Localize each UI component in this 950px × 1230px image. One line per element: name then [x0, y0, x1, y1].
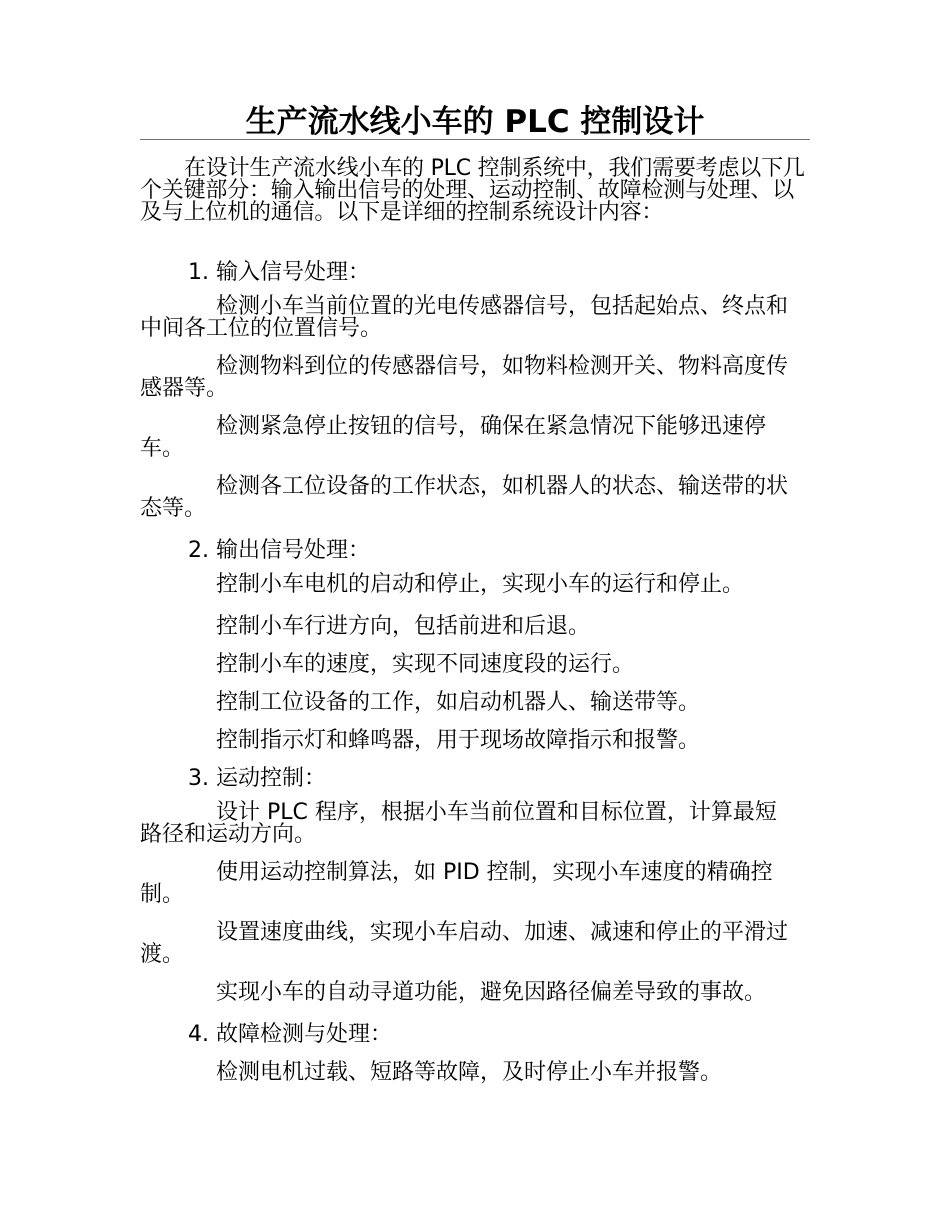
section-heading-input: 1. 输入信号处理：: [188, 260, 370, 285]
list-item: 控制小车电机的启动和停止，实现小车的运行和停止。: [216, 572, 745, 597]
list-item: 检测小车当前位置的光电传感器信号，包括起始点、终点和中间各工位的位置信号。: [140, 294, 789, 341]
list-item: 设置速度曲线，实现小车启动、加速、减速和停止的平滑过渡。: [140, 920, 789, 967]
section-heading-output: 2. 输出信号处理：: [188, 538, 370, 563]
section-heading-motion: 3. 运动控制：: [188, 766, 326, 791]
title-underline: [140, 139, 810, 140]
list-item: 控制小车行进方向，包括前进和后退。: [216, 614, 591, 639]
list-item: 控制工位设备的工作，如启动机器人、输送带等。: [216, 690, 701, 715]
list-item: 使用运动控制算法，如 PID 控制，实现小车速度的精确控制。: [140, 860, 773, 907]
document-title: 生产流水线小车的 PLC 控制设计: [245, 104, 705, 140]
list-item: 检测紧急停止按钮的信号，确保在紧急情况下能够迅速停车。: [140, 414, 767, 461]
list-item: 检测电机过载、短路等故障，及时停止小车并报警。: [216, 1060, 723, 1085]
list-item: 检测物料到位的传感器信号，如物料检测开关、物料高度传感器等。: [140, 354, 789, 401]
list-item: 控制小车的速度，实现不同速度段的运行。: [216, 652, 635, 677]
document-body: [140, 258, 790, 1096]
intro-paragraph: 在设计生产流水线小车的 PLC 控制系统中，我们需要考虑以下几个关键部分：输入输出信号的处理、运动控制、故障检测与处理、以及与上位机的通信。以下是详细的控制系统设计内容：: [140, 156, 805, 225]
list-item: 检测各工位设备的工作状态，如机器人的状态、输送带的状态等。: [140, 474, 789, 521]
section-heading-fault: 4. 故障检测与处理：: [188, 1022, 392, 1047]
list-item: 控制指示灯和蜂鸣器，用于现场故障指示和报警。: [216, 728, 701, 753]
list-item: 实现小车的自动寻道功能，避免因路径偏差导致的事故。: [216, 980, 767, 1005]
list-item: 设计 PLC 程序，根据小车当前位置和目标位置，计算最短路径和运动方向。: [140, 800, 777, 847]
